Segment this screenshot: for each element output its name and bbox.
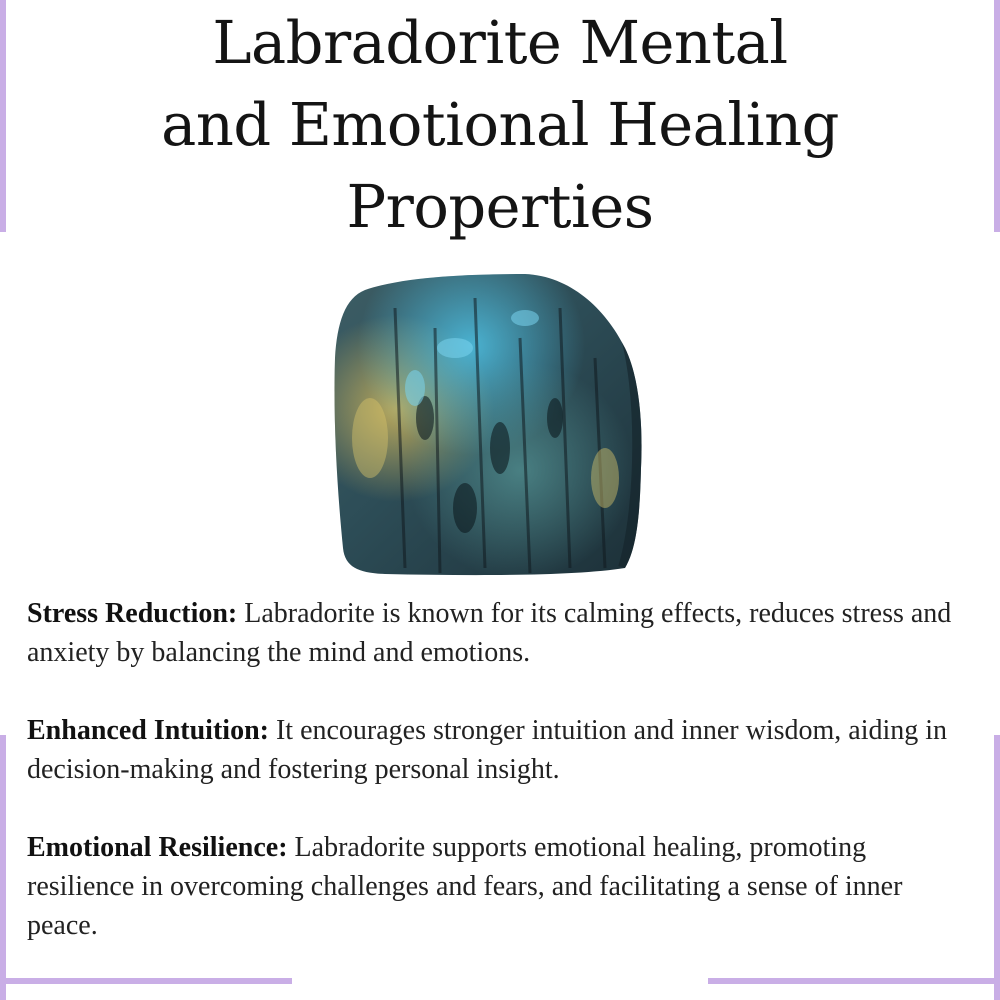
property-emotional-resilience: [27, 828, 977, 945]
title-line: Properties: [346, 172, 654, 241]
property-text: Labradorite supports emotional healing, promoting resilience in overcoming challenges and fears, and facilitating a sense of inner peace.: [27, 832, 903, 941]
property-text: Labradorite is known for its calming effects, reduces stress and anxiety by balancing the mind and emotions.: [27, 598, 952, 668]
frame-right-bottom: [994, 735, 1000, 1000]
property-stress-reduction: [27, 594, 977, 672]
property-heading: Enhanced Intuition:: [27, 715, 269, 746]
property-heading: Emotional Resilience:: [27, 832, 288, 863]
frame-left-bottom: [0, 735, 6, 1000]
property-heading: Stress Reduction:: [27, 598, 238, 629]
labradorite-stone-image: [325, 268, 650, 580]
properties-list: [27, 594, 977, 984]
property-enhanced-intuition: [27, 711, 977, 789]
title-line: Labradorite Mental: [212, 8, 788, 77]
page-title: [0, 2, 1000, 248]
title-line: and Emotional Healing: [161, 90, 839, 159]
property-text: It encourages stronger intuition and inner wisdom, aiding in decision-making and fostering personal insight.: [27, 715, 948, 785]
